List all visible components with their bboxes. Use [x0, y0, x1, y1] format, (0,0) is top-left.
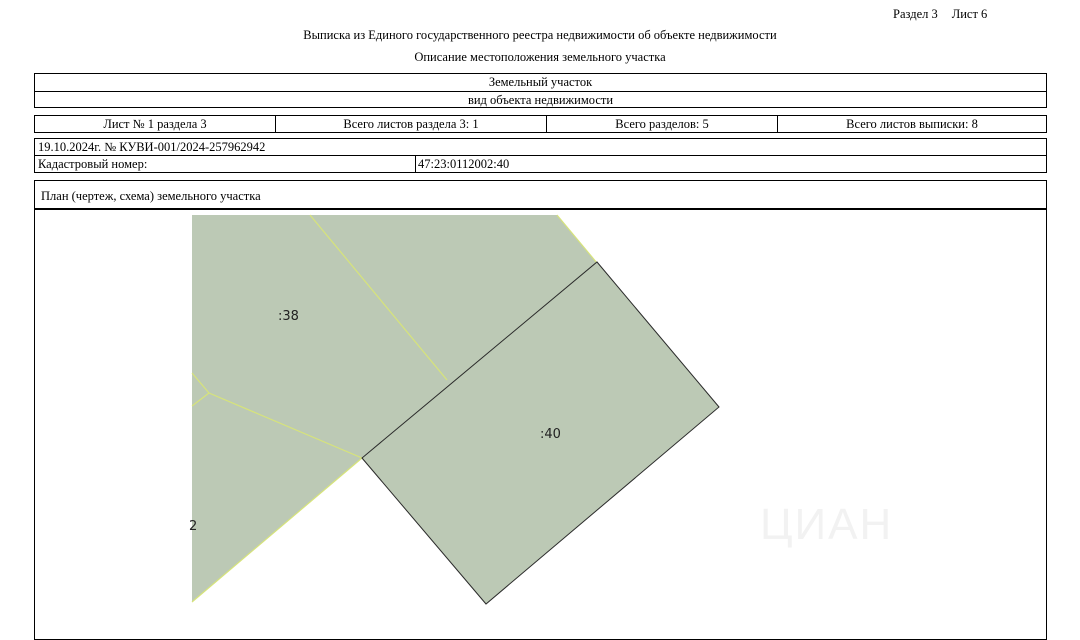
parcel-map: [189, 215, 892, 632]
sheet-of-section: Лист № 1 раздела 3: [35, 116, 276, 132]
document-title: Выписка из Единого государственного реестра недвижимости об объекте недвижимости: [303, 28, 777, 42]
total-sections: Всего разделов: 5: [547, 116, 778, 132]
cadastral-label: Кадастровый номер:: [35, 156, 416, 173]
cadastral-value: 47:23:0112002:40: [418, 157, 510, 171]
page-header-sheet-info: [893, 7, 987, 22]
watermark: ЦИАН: [760, 500, 894, 549]
parcel-partial-label: 2: [189, 519, 198, 534]
sheets-info-row: [34, 115, 1047, 133]
object-caption: вид объекта недвижимости: [467, 93, 614, 107]
object-name: Земельный участок: [35, 74, 1046, 92]
plan-title: План (чертеж, схема) земельного участка: [35, 181, 1046, 210]
object-type-block: [34, 73, 1047, 108]
parcel-40-label: :40: [540, 427, 561, 442]
section-number: Раздел 3: [893, 7, 938, 21]
total-extract-sheets: Всего листов выписки: 8: [846, 117, 978, 131]
cadastral-row: [35, 156, 1046, 173]
document-date-number: 19.10.2024г. № КУВИ-001/2024-257962942: [35, 139, 1046, 156]
parcel-38-label: :38: [278, 309, 299, 324]
sheet-number: Лист 6: [951, 7, 988, 21]
document-info-block: [34, 138, 1047, 173]
total-section-sheets: Всего листов раздела 3: 1: [276, 116, 547, 132]
document-subtitle: Описание местоположения земельного участка: [414, 50, 666, 64]
